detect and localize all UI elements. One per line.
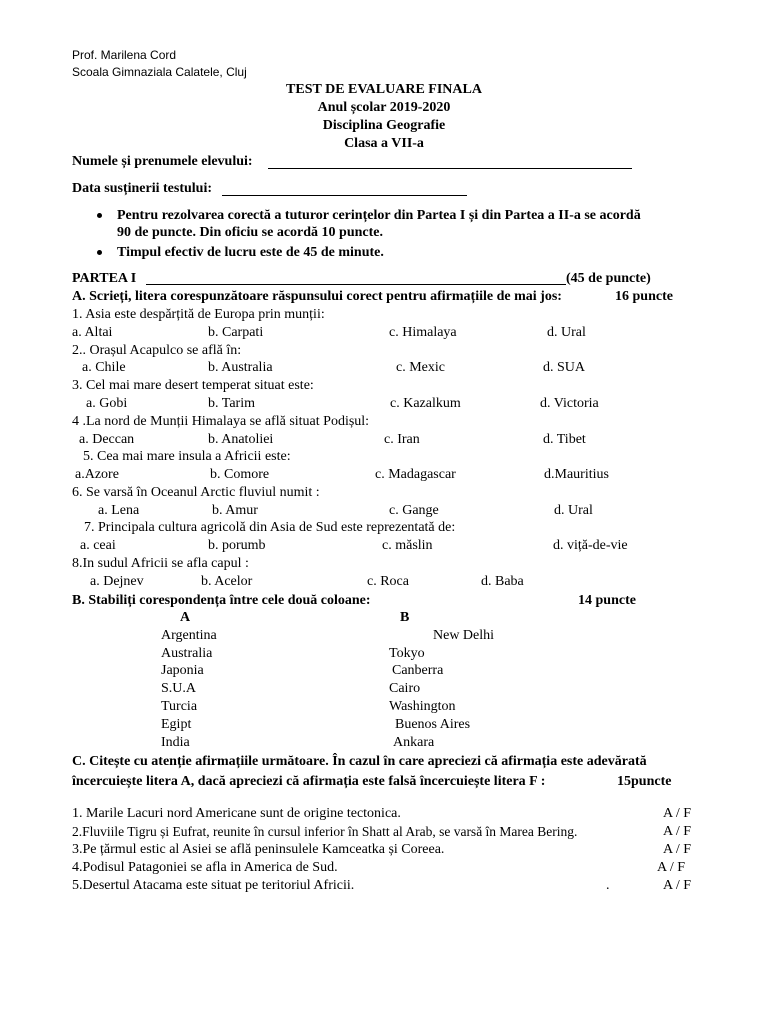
country-item: Japonia xyxy=(161,663,204,678)
statement: 3.Pe țărmul estic al Asiei se află peninsulele Kamceatka și Coreea. xyxy=(72,842,445,857)
statement: 1. Marile Lacuri nord Americane sunt de origine tectonica. xyxy=(72,806,401,821)
option[interactable]: b. porumb xyxy=(208,538,266,553)
section-b-heading: B. Stabiliți corespondența între cele două coloane: xyxy=(72,593,371,608)
country-item: Australia xyxy=(161,646,213,661)
option[interactable]: c. Gange xyxy=(389,503,439,518)
question-text: 6. Se varsă în Oceanul Arctic fluviul numit : xyxy=(72,485,320,500)
question-text: 5. Cea mai mare insula a Africii este: xyxy=(83,449,291,464)
option[interactable]: c. măslin xyxy=(382,538,433,553)
option[interactable]: b. Amur xyxy=(212,503,258,518)
test-date-line[interactable] xyxy=(222,195,467,196)
true-false-choice[interactable]: A / F xyxy=(657,860,686,875)
option[interactable]: a. Dejnev xyxy=(90,574,144,589)
capital-item: Ankara xyxy=(393,735,435,750)
statement: 5.Desertul Atacama este situat pe teritoriul Africii. xyxy=(72,878,355,893)
option[interactable]: d. SUA xyxy=(543,360,586,375)
option[interactable]: a. Chile xyxy=(82,360,126,375)
option[interactable]: d. Ural xyxy=(554,503,593,518)
author-name: Prof. Marilena Cord xyxy=(72,48,177,62)
student-name-line[interactable] xyxy=(268,168,632,169)
capital-item: Washington xyxy=(389,699,456,714)
option[interactable]: a.Azore xyxy=(75,467,119,482)
option[interactable]: c. Madagascar xyxy=(375,467,456,482)
column-b-header: B xyxy=(400,610,410,625)
school-name: Scoala Gimnaziala Calatele, Cluj xyxy=(72,65,247,79)
option[interactable]: a. Deccan xyxy=(79,432,135,447)
option[interactable]: a. Lena xyxy=(98,503,140,518)
capital-item: Cairo xyxy=(389,681,421,696)
statement: 4.Podisul Patagoniei se afla in America de Sud. xyxy=(72,860,338,875)
question-text: 1. Asia este despărțită de Europa prin munții: xyxy=(72,307,325,322)
section-c-points: 15puncte xyxy=(617,774,672,789)
option[interactable]: d. viță-de-vie xyxy=(553,538,628,553)
instruction-line: 90 de puncte. Din oficiu se acordă 10 puncte. xyxy=(117,225,383,240)
section-c-heading: C. Citește cu atenție afirmațiile următoare. În cazul în care apreciezi că afirmația este adevărată xyxy=(72,754,647,769)
option[interactable]: b. Acelor xyxy=(201,574,253,589)
question-text: 8.In sudul Africii se afla capul : xyxy=(72,556,249,571)
section-b-points: 14 puncte xyxy=(578,593,636,608)
option[interactable]: b. Comore xyxy=(210,467,270,482)
option[interactable]: d.Mauritius xyxy=(544,467,609,482)
grade: Clasa a VII-a xyxy=(344,136,424,151)
bullet-icon xyxy=(97,250,102,255)
question-text: 7. Principala cultura agricolă din Asia de Sud este reprezentată de: xyxy=(84,520,456,535)
question-text: 2.. Orașul Acapulco se află în: xyxy=(72,343,242,358)
option[interactable]: d. Victoria xyxy=(540,396,599,411)
option[interactable]: c. Roca xyxy=(367,574,409,589)
capital-item: Canberra xyxy=(392,663,444,678)
student-name-label: Numele și prenumele elevului: xyxy=(72,154,253,169)
section-a-heading: A. Scrieți, litera corespunzătoare răspunsului corect pentru afirmațiile de mai jos: xyxy=(72,289,562,304)
option[interactable]: d. Tibet xyxy=(543,432,586,447)
true-false-choice[interactable]: A / F xyxy=(663,878,692,893)
bullet-icon xyxy=(97,213,102,218)
option[interactable]: c. Kazalkum xyxy=(390,396,461,411)
option[interactable]: a. ceai xyxy=(80,538,116,553)
subject: Disciplina Geografie xyxy=(322,118,446,133)
capital-item: New Delhi xyxy=(433,628,495,643)
option[interactable]: b. Australia xyxy=(208,360,273,375)
option[interactable]: b. Anatoliei xyxy=(208,432,274,447)
country-item: Argentina xyxy=(161,628,217,643)
statement: 2.Fluviile Tigru și Eufrat, reunite în cursul inferior în Shatt al Arab, se varsă în Marea Bering. xyxy=(72,824,578,839)
column-a-header: A xyxy=(180,610,191,625)
question-text: 3. Cel mai mare desert temperat situat este: xyxy=(72,378,314,393)
part-points: (45 de puncte) xyxy=(566,271,651,286)
section-c-heading-cont: încercuiește litera A, dacă apreciezi că afirmația este falsă încercuiește litera F : xyxy=(72,774,546,789)
country-item: S.U.A xyxy=(161,681,197,696)
true-false-choice[interactable]: A / F xyxy=(663,824,692,839)
true-false-choice[interactable]: A / F xyxy=(663,806,692,821)
option[interactable]: c. Mexic xyxy=(396,360,445,375)
part-underline xyxy=(146,284,566,285)
capital-item: Tokyo xyxy=(389,646,425,661)
instruction-line: Pentru rezolvarea corectă a tuturor cerințelor din Partea I și din Partea a II-a se acordă xyxy=(117,208,641,223)
question-text: 4 .La nord de Munții Himalaya se află situat Podișul: xyxy=(72,414,370,429)
country-item: Turcia xyxy=(161,699,198,714)
section-a-points: 16 puncte xyxy=(615,289,673,304)
option[interactable]: a. Gobi xyxy=(86,396,128,411)
dot-separator: . xyxy=(606,878,610,893)
school-year: Anul școlar 2019-2020 xyxy=(317,100,451,115)
part-label: PARTEA I xyxy=(72,271,137,286)
option[interactable]: b. Tarim xyxy=(208,396,255,411)
option[interactable]: c. Iran xyxy=(384,432,420,447)
country-item: India xyxy=(161,735,190,750)
option[interactable]: d. Ural xyxy=(547,325,586,340)
country-item: Egipt xyxy=(161,717,192,732)
true-false-choice[interactable]: A / F xyxy=(663,842,692,857)
instruction-line: Timpul efectiv de lucru este de 45 de minute. xyxy=(117,245,384,260)
test-date-label: Data susținerii testului: xyxy=(72,181,212,196)
option[interactable]: c. Himalaya xyxy=(389,325,457,340)
capital-item: Buenos Aires xyxy=(395,717,471,732)
test-title: TEST DE EVALUARE FINALA xyxy=(286,82,482,97)
option[interactable]: b. Carpati xyxy=(208,325,264,340)
option[interactable]: a. Altai xyxy=(72,325,113,340)
option[interactable]: d. Baba xyxy=(481,574,524,589)
